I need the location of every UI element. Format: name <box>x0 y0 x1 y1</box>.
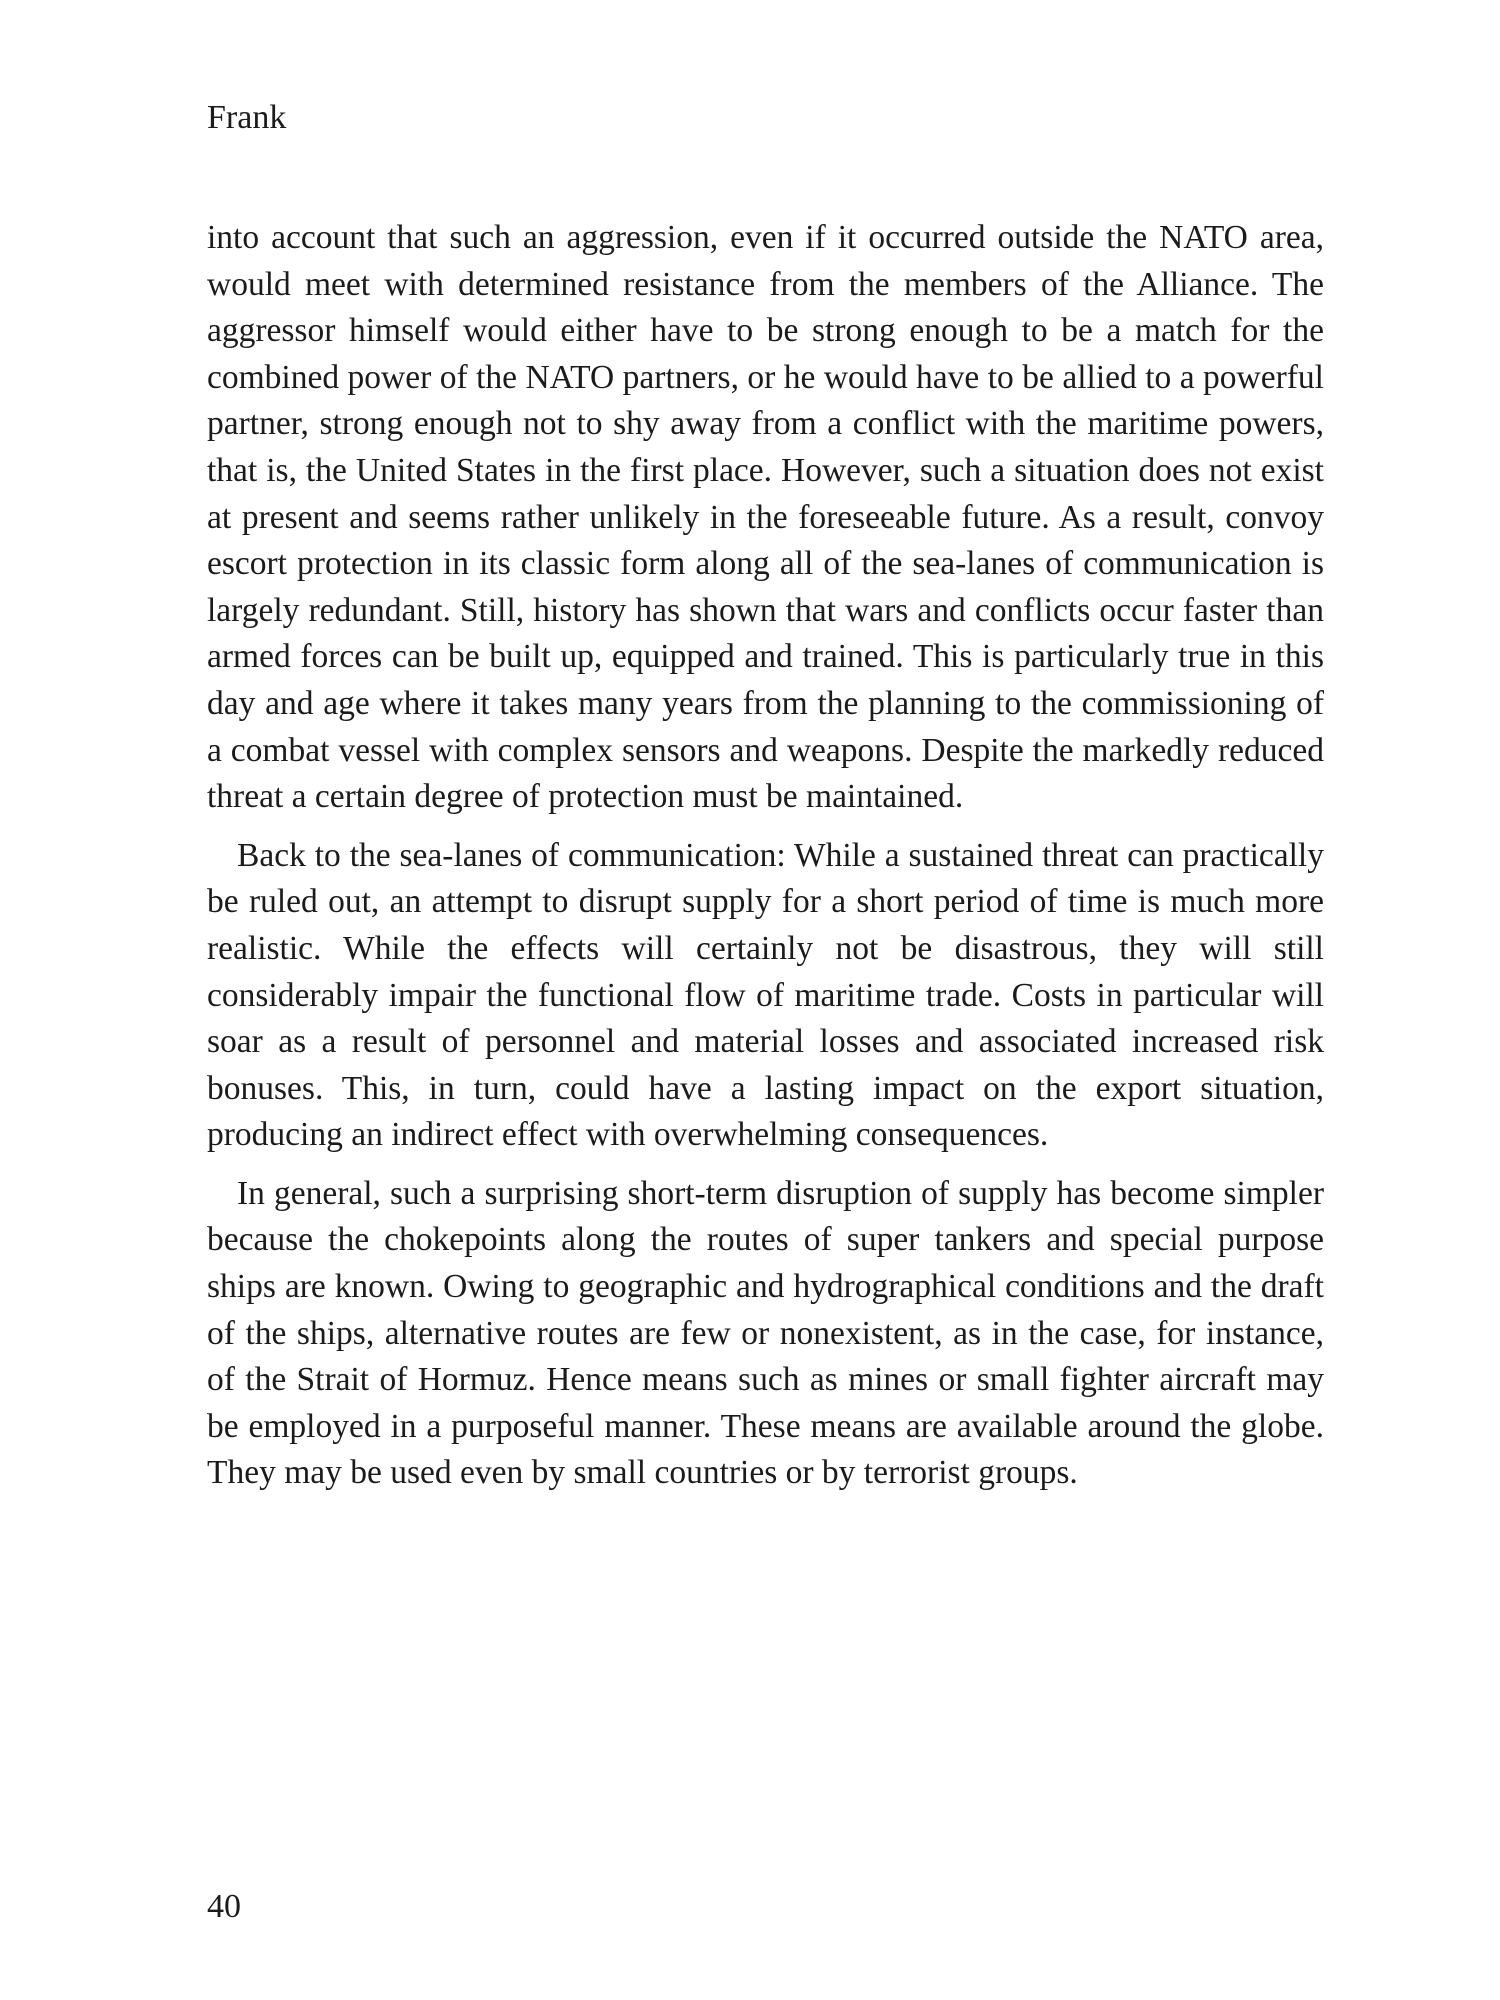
paragraph-continued: into account that such an aggression, even if it occurred outside the NATO area, would meet with determined resistance from the members of the Alliance. The aggressor himself would either have to be strong enough to be a match for the combined power of the NATO partners, or he would have to be allied to a powerful partner, strong enough not to shy away from a conflict with the maritime powers, that is, the United States in the first place. However, such a situation does not exist at present and seems rather unlikely in the foreseeable future. As a result, convoy escort protection in its classic form along all of the sea-lanes of communication is largely redundant. Still, history has shown that wars and conflicts occur faster than armed forces can be built up, equipped and trained. This is particularly true in this day and age where it takes many years from the planning to the commissioning of a combat vessel with complex sensors and weapons. Despite the markedly reduced threat a certain degree of protection must be maintained. <box>207 219 1324 816</box>
body-text <box>207 215 1324 1497</box>
paragraph-chokepoints: In general, such a surprising short-term disruption of supply has become simpler because the chokepoints along the routes of super tankers and special purpose ships are known. Owing to geographic and hydrographical conditions and the draft of the ships, alternative routes are few or nonexistent, as in the case, for instance, of the Strait of Hormuz. Hence means such as mines or small fighter aircraft may be employed in a purposeful manner. These means are available around the globe. They may be used even by small countries or by terrorist groups. <box>207 1174 1324 1492</box>
running-head: Frank <box>207 99 287 136</box>
paragraph-sea-lanes: Back to the sea-lanes of communication: While a sustained threat can practically be ruled out, an attempt to disrupt supply for a short period of time is much more realistic. While the effects will certainly not be disastrous, they will still considerably impair the functional flow of maritime trade. Costs in particular will soar as a result of personnel and material losses and associated increased risk bonuses. This, in turn, could have a lasting impact on the export situation, producing an indirect effect with overwhelming consequences. <box>207 836 1324 1154</box>
page-number: 40 <box>207 1888 241 1925</box>
